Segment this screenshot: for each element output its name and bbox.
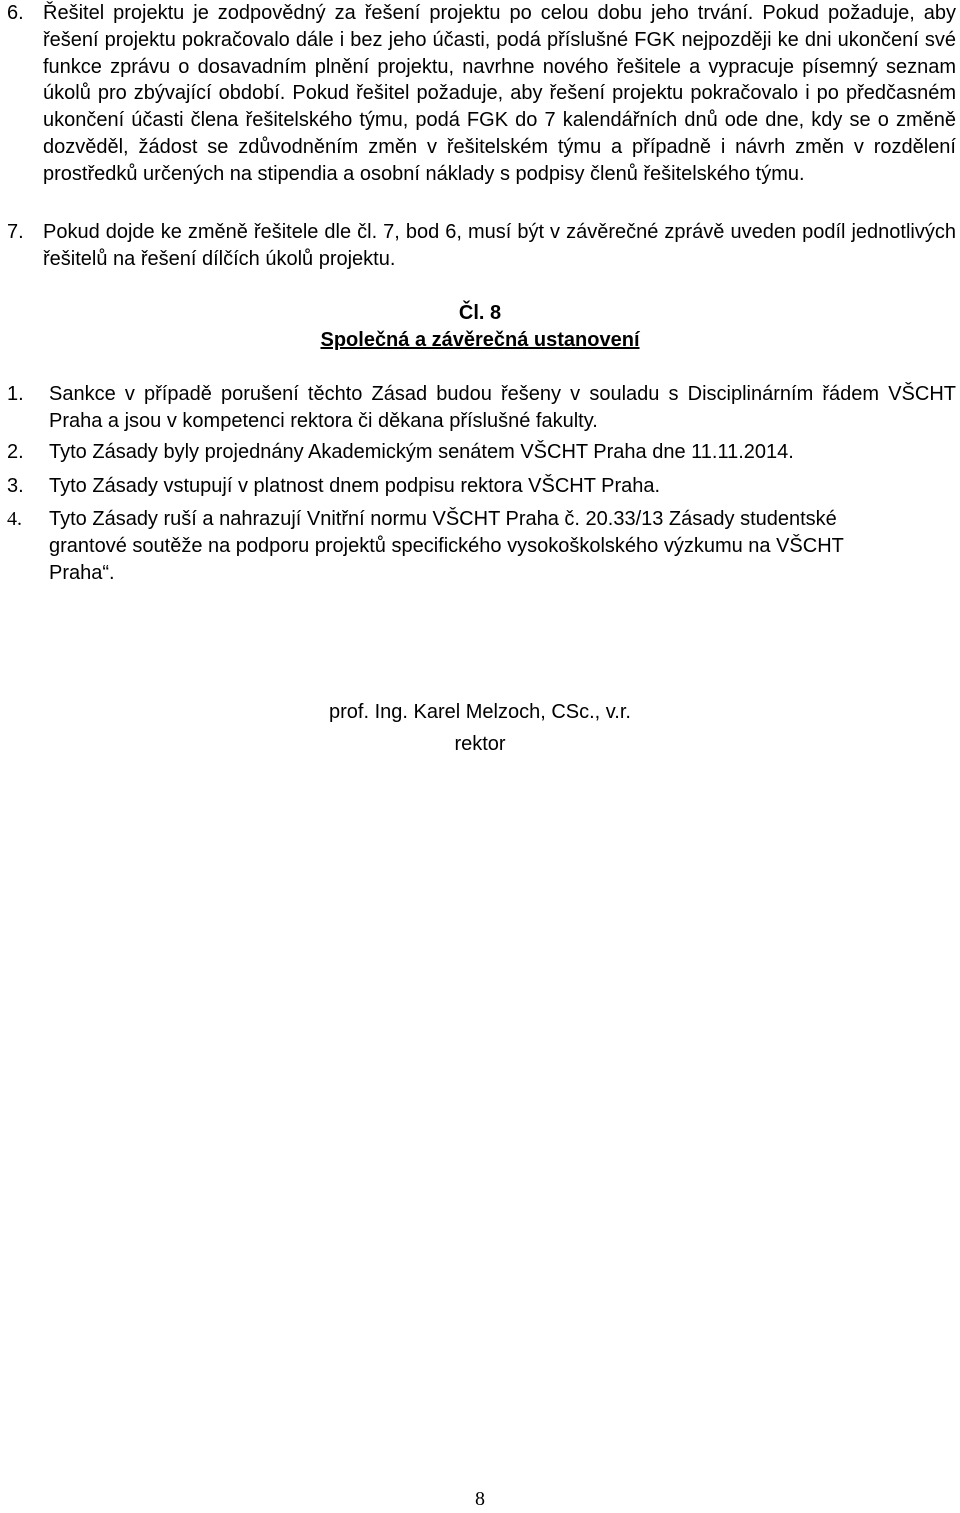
signatory-role: rektor xyxy=(454,733,506,755)
item-text: Tyto Zásady ruší a nahrazují Vnitřní normu VŠCHT Praha č. 20.33/13 Zásady studentské grantové soutěže na podporu projektů specifického vysokoškolského výzkumu na VŠCHT Praha“. xyxy=(49,508,844,584)
item-number: 7. xyxy=(7,221,24,243)
item-number: 6. xyxy=(7,2,24,24)
page-number: 8 xyxy=(475,1488,485,1510)
item-number: 2. xyxy=(7,441,24,463)
signatory-name: prof. Ing. Karel Melzoch, CSc., v.r. xyxy=(329,701,631,723)
article-number: Čl. 8 xyxy=(458,302,502,324)
item-text: Pokud dojde ke změně řešitele dle čl. 7, bod 6, musí být v závěrečné zprávě uveden podíl jednotlivých řešitelů na řešení dílčích úkolů projektu. xyxy=(43,221,956,270)
item-number: 4. xyxy=(7,508,22,530)
item-text: Sankce v případě porušení těchto Zásad budou řešeny v souladu s Disciplinárním řádem VŠCHT Praha a jsou v kompetenci rektora či děkana příslušné fakulty. xyxy=(49,383,956,432)
article-title: Společná a závěrečná ustanovení xyxy=(320,329,640,351)
item-number: 3. xyxy=(7,475,24,497)
item-text: Tyto Zásady byly projednány Akademickým senátem VŠCHT Praha dne 11.11.2014. xyxy=(49,441,794,463)
item-text: Řešitel projektu je zodpovědný za řešení projektu po celou dobu jeho trvání. Pokud požaduje, aby řešení projektu pokračovalo dále i bez jeho účasti, podá příslušné FGK nejpozději ke dni ukončení své funkce zprávu o dosavadním plnění projektu, navrhne nového řešitele a vypracuje písemný seznam úkolů pro zbývající období. Pokud řešitel požaduje, aby řešení projektu pokračovalo i po předčasném ukončení účasti člena řešitelského týmu, podá FGK do 7 kalendářních dnů ode dne, kdy se o změně dozvěděl, žádost se zdůvodněním změn v řešitelském týmu a případně i návrh změn v rozdělení prostředků určených na stipendia a osobní náklady s podpisy členů řešitelského týmu. xyxy=(43,2,956,185)
item-text: Tyto Zásady vstupují v platnost dnem podpisu rektora VŠCHT Praha. xyxy=(49,475,661,497)
item-number: 1. xyxy=(7,383,24,405)
